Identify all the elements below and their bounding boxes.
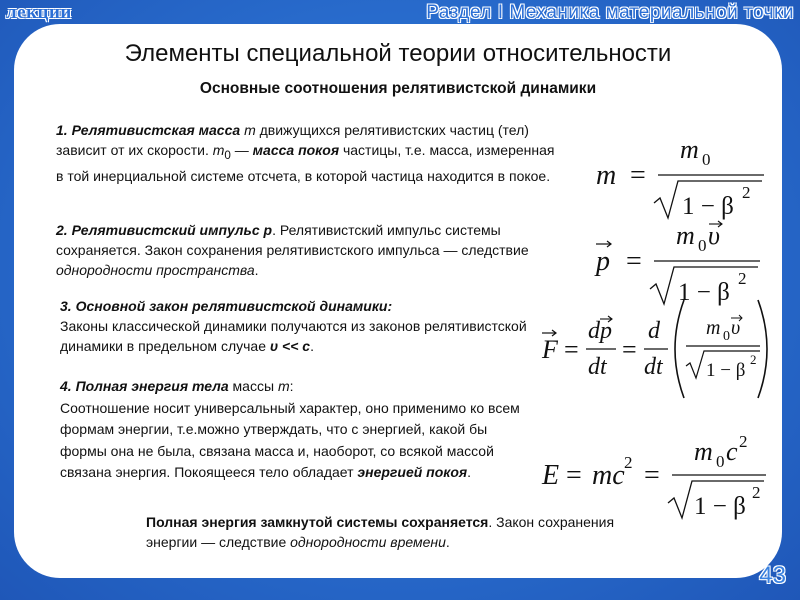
formula-energy	[538, 414, 772, 529]
item2-end: .	[254, 262, 259, 278]
item2-symbol: p	[263, 222, 273, 238]
conservation-end: .	[445, 534, 450, 550]
formula-energy-lhs: E	[542, 460, 560, 491]
formula-energy-eq2: =	[644, 460, 660, 491]
formula-momentum-num-vec: υ	[708, 221, 720, 250]
item2-text1: . Релятивистский импульс системы сохраняется. Закон сохранения релятивистского импульса — следствие	[56, 222, 529, 258]
content-panel	[14, 24, 782, 578]
item3-condition: υ << c	[269, 338, 311, 354]
formula-energy-num: m	[694, 437, 713, 466]
formula-energy-eq1: =	[566, 460, 582, 491]
formula-force-den: 1 − β	[706, 360, 746, 381]
formula-momentum-den: 1 − β	[678, 279, 730, 306]
item4-text1: :	[289, 378, 294, 394]
item4-symbol: m	[277, 378, 290, 394]
slide-subtitle: Основные соотношения релятивистской динамики	[199, 80, 597, 97]
item1-dash: —	[230, 142, 253, 158]
formula-mass-eq: =	[630, 160, 646, 191]
formula-force-inner-num: m	[706, 317, 721, 339]
item1-symbol: m	[244, 122, 256, 138]
slide-title: Элементы специальной теории относительности	[124, 40, 672, 67]
formula-force-den-sup: 2	[750, 352, 757, 367]
formula-momentum-eq: =	[626, 246, 642, 277]
formula-momentum-lhs: p	[596, 246, 610, 277]
conservation-term: однородности времени	[290, 534, 446, 550]
formula-force-dp-den: dt	[588, 354, 607, 380]
slide-number: 43	[759, 562, 786, 589]
formula-mass-den: 1 − β	[682, 193, 734, 220]
item3-end: .	[310, 338, 314, 354]
formula-force-eq1: =	[564, 335, 579, 364]
item1-text2: частицы, т.е. масса, измеренная в той инерциальной системе отсчета, в которой частица находится в покое.	[56, 142, 555, 184]
formula-momentum-num: m	[676, 221, 695, 250]
item2-term: однородности пространства	[56, 262, 255, 278]
item1-term: масса покоя	[252, 142, 340, 158]
item3-text1: Законы классической динамики получаются из законов релятивистской динамики в предельном случае	[60, 318, 527, 354]
formula-energy-den-sup: 2	[752, 483, 761, 502]
formula-force-inner-vec: υ	[731, 317, 741, 339]
item4-text0: массы	[228, 378, 278, 394]
item-relativistic-mass	[56, 120, 556, 186]
item-relativistic-momentum	[56, 220, 556, 280]
formula-force	[538, 292, 772, 407]
formula-momentum-num-sub: 0	[698, 236, 707, 255]
section-label-lectures[interactable]: лекции	[6, 2, 72, 23]
conservation-text: . Закон сохранения энергии — следствие	[146, 514, 615, 550]
formula-energy-num-sup: 2	[739, 432, 748, 451]
item1-text1: движущихся релятивистских частиц (тел) зависит от их скорости.	[56, 122, 529, 158]
formula-energy-mc-sup: 2	[624, 453, 633, 472]
formula-energy-num-c: c	[726, 437, 738, 466]
formula-mass-den-sup: 2	[742, 183, 751, 202]
formula-mass-num: m	[680, 135, 699, 164]
item1-symbol2: m	[212, 142, 225, 158]
item2-heading: 2. Релятивистский импульс	[56, 222, 260, 238]
formula-force-d-num: d	[648, 318, 660, 344]
item-total-energy	[60, 376, 530, 484]
formula-mass-lhs: m	[596, 160, 617, 191]
formula-mass-num-sub: 0	[702, 150, 711, 169]
formula-force-eq2: =	[622, 335, 637, 364]
formula-energy-den: 1 − β	[694, 493, 746, 520]
formula-force-inner-sub: 0	[723, 329, 730, 344]
conservation-bold: Полная энергия замкнутой системы сохраняется	[146, 514, 489, 530]
item1-heading: 1. Релятивистская масса	[56, 122, 241, 138]
item1-sub: 0	[224, 148, 231, 162]
formula-energy-mc: mc	[592, 460, 625, 491]
item4-end: .	[467, 464, 472, 481]
formula-momentum-den-sup: 2	[738, 269, 747, 288]
formula-force-lhs: F	[542, 335, 558, 364]
item4-term: энергией покоя	[357, 464, 468, 481]
item-basic-law	[60, 296, 530, 356]
section-title-mechanics: Раздел I Механика материальной точки	[426, 2, 794, 23]
formula-force-d-den: dt	[644, 354, 663, 380]
formula-energy-num-sub: 0	[716, 452, 725, 471]
item3-heading: 3. Основной закон релятивистской динамики:	[60, 298, 393, 314]
item4-heading: 4. Полная энергия тела	[60, 378, 229, 394]
formula-force-dp-num: dp	[588, 318, 612, 344]
item4-text2: Соотношение носит универсальный характер, оно применимо ко всем формам энергии, т.е.можно утверждать, что с энергией, какой бы формы она не была, связана масса и, наоборот, со всякой массой связана энергия. Покоящееся тело обладает	[60, 399, 520, 481]
